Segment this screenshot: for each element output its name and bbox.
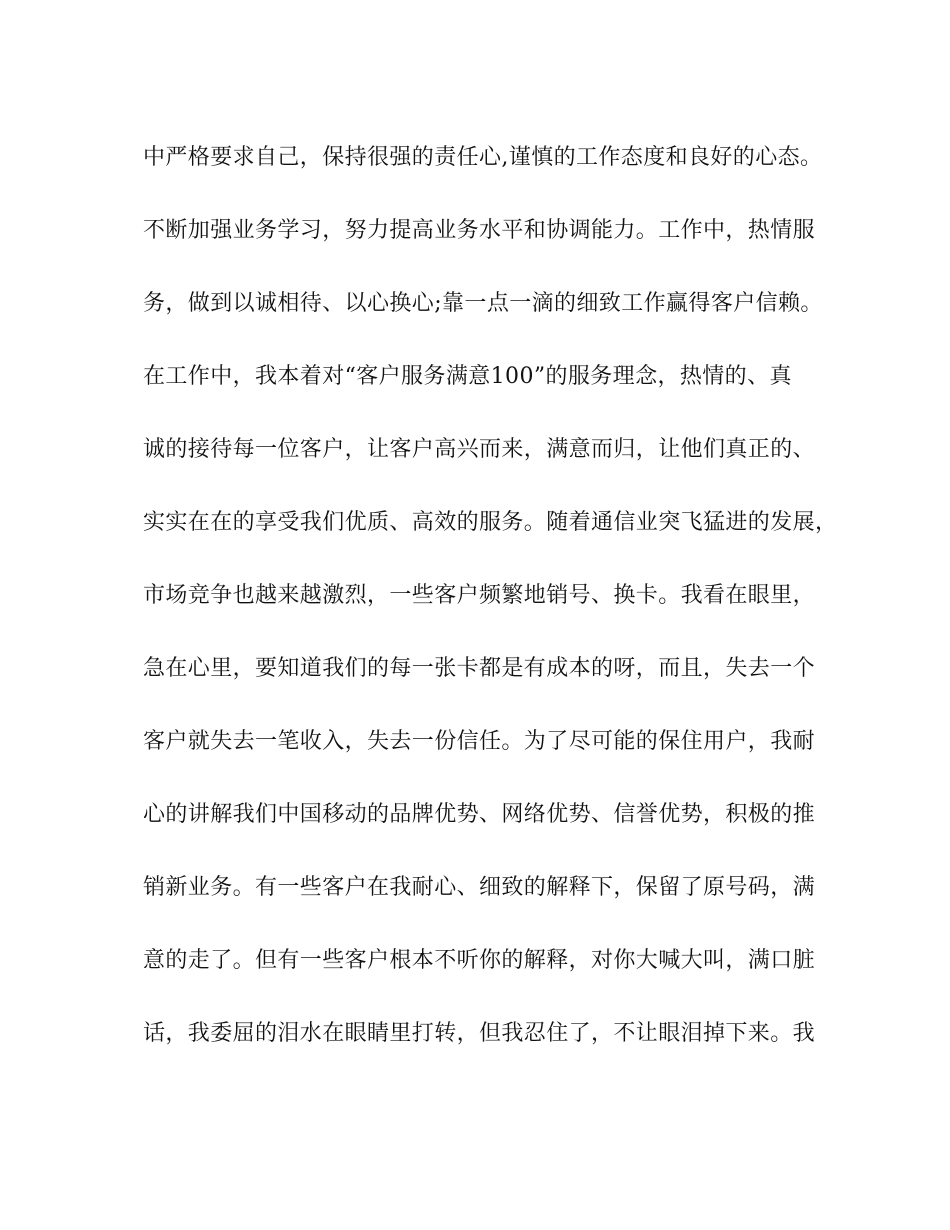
text-line: 话，我委屈的泪水在眼睛里打转，但我忍住了，不让眼泪掉下来。我 <box>143 1021 816 1046</box>
text-line: 市场竞争也越来越激烈，一些客户频繁地销号、换卡。我看在眼里， <box>143 583 816 608</box>
text-line: 客户就失去一笔收入，失去一份信任。为了尽可能的保住用户，我耐 <box>143 729 816 754</box>
text-line: 诚的接待每一位客户，让客户高兴而来，满意而归，让他们真正的、 <box>143 437 816 462</box>
body-text <box>143 135 838 1084</box>
text-line: 实实在在的享受我们优质、高效的服务。随着通信业突飞猛进的发展， <box>143 510 838 535</box>
text-line: 心的讲解我们中国移动的品牌优势、网络优势、信誉优势，积极的推 <box>143 802 816 827</box>
text-line: 中严格要求自己，保持很强的责任心,谨慎的工作态度和良好的心态。 <box>143 145 823 170</box>
text-line: 务，做到以诚相待、以心换心;靠一点一滴的细致工作赢得客户信赖。 <box>143 291 823 316</box>
text-line: 在工作中，我本着对“客户服务满意100”的服务理念，热情的、真 <box>143 364 792 389</box>
text-line: 急在心里，要知道我们的每一张卡都是有成本的呀，而且，失去一个 <box>143 656 816 681</box>
text-line: 不断加强业务学习，努力提高业务水平和协调能力。工作中，热情服 <box>143 218 816 243</box>
text-line: 销新业务。有一些客户在我耐心、细致的解释下，保留了原号码，满 <box>143 875 816 900</box>
text-line: 意的走了。但有一些客户根本不听你的解释，对你大喊大叫，满口脏 <box>143 948 816 973</box>
